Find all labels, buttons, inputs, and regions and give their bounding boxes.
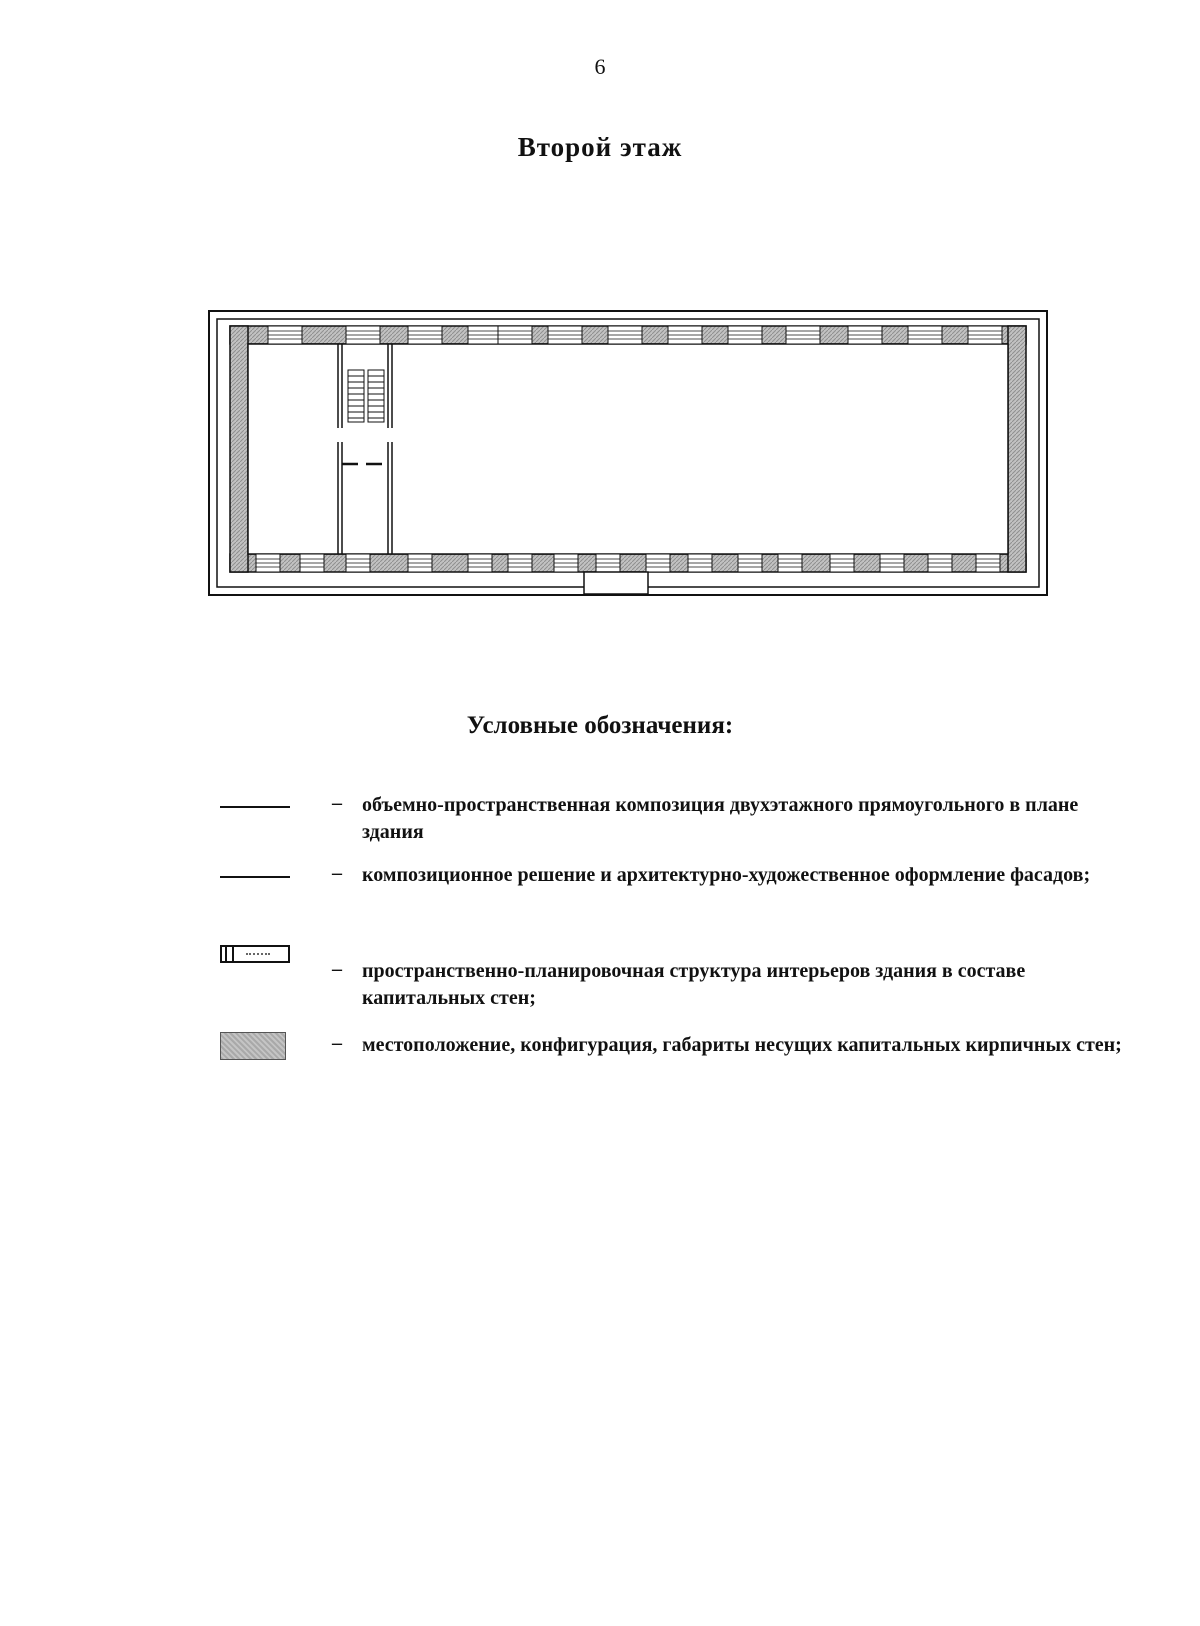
load-bearing-wall-symbol (220, 1032, 286, 1060)
legend-item-interiors (0, 940, 1200, 1009)
solid-line-symbol (220, 806, 290, 808)
legend-dash: – (332, 1032, 342, 1054)
legend-text: объемно-пространственная композиция двухэтажного прямоугольного в плане здания (362, 794, 1079, 843)
legend-dash: – (332, 792, 342, 814)
solid-line-symbol (220, 876, 290, 878)
stair-door-gap (335, 428, 395, 442)
partition-wall-symbol (220, 945, 290, 963)
legend-dash: – (332, 958, 342, 980)
legend-text: композиционное решение и архитектурно-художественное оформление фасадов; (362, 864, 1091, 886)
outer-wall-west (230, 326, 248, 572)
legend-text: местоположение, конфигурация, габариты несущих капитальных кирпичных стен; (362, 1034, 1122, 1056)
page-number: 6 (594, 54, 606, 79)
floor-plan (208, 310, 1048, 606)
legend-title: Условные обозначения: (466, 712, 734, 739)
outer-wall-east (1008, 326, 1026, 572)
legend-dash: – (332, 862, 342, 884)
entrance-porch (584, 572, 648, 594)
legend-text: пространственно-планировочная структура интерьеров здания в составе капитальных стен; (362, 960, 1026, 1009)
plan-title: Второй этаж (517, 132, 683, 162)
